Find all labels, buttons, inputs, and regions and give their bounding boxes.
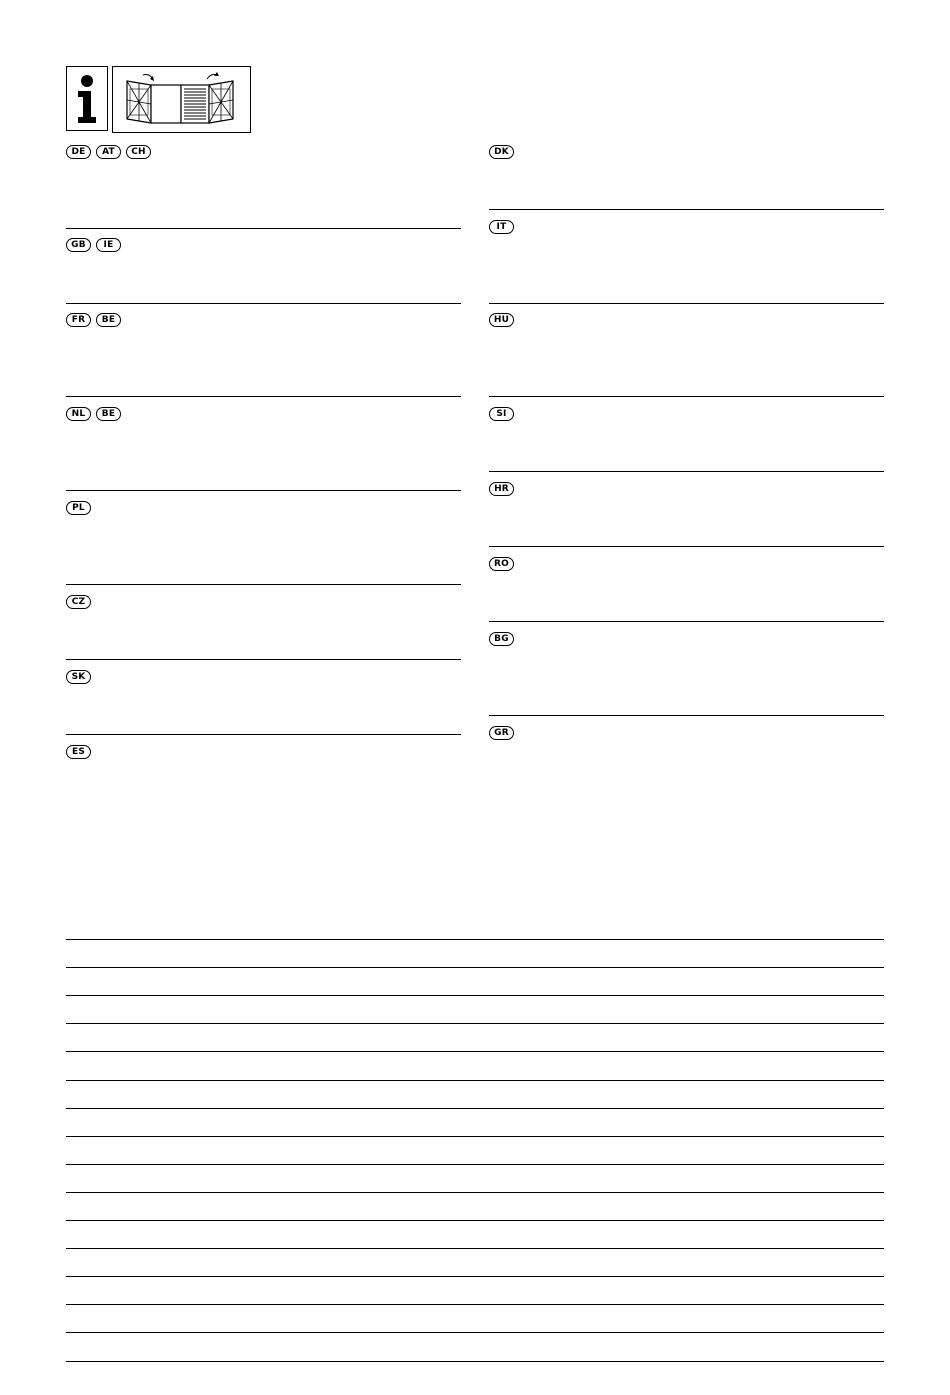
language-section-es — [66, 745, 91, 759]
country-badge-de: DE — [66, 145, 91, 159]
section-divider — [489, 471, 884, 472]
language-section-it — [489, 220, 514, 234]
country-badge-ie: IE — [96, 238, 121, 252]
country-badge-es: ES — [66, 745, 91, 759]
language-section-pl — [66, 501, 91, 515]
country-badge-ch: CH — [126, 145, 151, 159]
country-badge-gr: GR — [489, 726, 514, 740]
country-badge-pl: PL — [66, 501, 91, 515]
country-badge-dk: DK — [489, 145, 514, 159]
language-section-bg — [489, 632, 514, 646]
country-badge-nl: NL — [66, 407, 91, 421]
language-section-de-at-ch — [66, 145, 151, 159]
language-section-hr — [489, 482, 514, 496]
language-section-ro — [489, 557, 514, 571]
ruled-line — [66, 939, 884, 940]
country-badge-hr: HR — [489, 482, 514, 496]
ruled-line — [66, 1051, 884, 1052]
ruled-line — [66, 1332, 884, 1333]
ruled-line — [66, 1080, 884, 1081]
language-section-dk — [489, 145, 514, 159]
section-divider — [66, 228, 461, 229]
section-divider — [489, 621, 884, 622]
info-icon — [66, 66, 108, 131]
country-badge-ro: RO — [489, 557, 514, 571]
country-badge-hu: HU — [489, 313, 514, 327]
language-section-gr — [489, 726, 514, 740]
section-divider — [66, 584, 461, 585]
ruled-line — [66, 1276, 884, 1277]
language-section-nl-be — [66, 407, 121, 421]
section-divider — [489, 209, 884, 210]
ruled-line — [66, 1304, 884, 1305]
country-badge-be: BE — [96, 407, 121, 421]
country-badge-sk: SK — [66, 670, 91, 684]
section-divider — [66, 303, 461, 304]
ruled-line — [66, 1192, 884, 1193]
language-section-si — [489, 407, 514, 421]
ruled-line — [66, 1220, 884, 1221]
country-badge-be: BE — [96, 313, 121, 327]
language-section-gb-ie — [66, 238, 121, 252]
language-section-fr-be — [66, 313, 121, 327]
section-divider — [489, 396, 884, 397]
ruled-line — [66, 1136, 884, 1137]
section-divider — [66, 734, 461, 735]
country-badge-fr: FR — [66, 313, 91, 327]
info-i-icon — [67, 67, 107, 129]
country-badge-si: SI — [489, 407, 514, 421]
country-badge-cz: CZ — [66, 595, 91, 609]
section-divider — [66, 490, 461, 491]
section-divider — [489, 546, 884, 547]
section-divider — [66, 396, 461, 397]
language-section-hu — [489, 313, 514, 327]
country-badge-gb: GB — [66, 238, 91, 252]
ruled-line — [66, 1361, 884, 1362]
ruled-line — [66, 995, 884, 996]
ruled-line — [66, 1023, 884, 1024]
ruled-line — [66, 1164, 884, 1165]
fold-out-pages-icon — [112, 66, 251, 133]
ruled-line — [66, 1108, 884, 1109]
country-badge-at: AT — [96, 145, 121, 159]
section-divider — [66, 659, 461, 660]
section-divider — [489, 715, 884, 716]
language-section-sk — [66, 670, 91, 684]
ruled-line — [66, 1248, 884, 1249]
country-badge-bg: BG — [489, 632, 514, 646]
ruled-line — [66, 967, 884, 968]
section-divider — [489, 303, 884, 304]
language-section-cz — [66, 595, 91, 609]
country-badge-it: IT — [489, 220, 514, 234]
